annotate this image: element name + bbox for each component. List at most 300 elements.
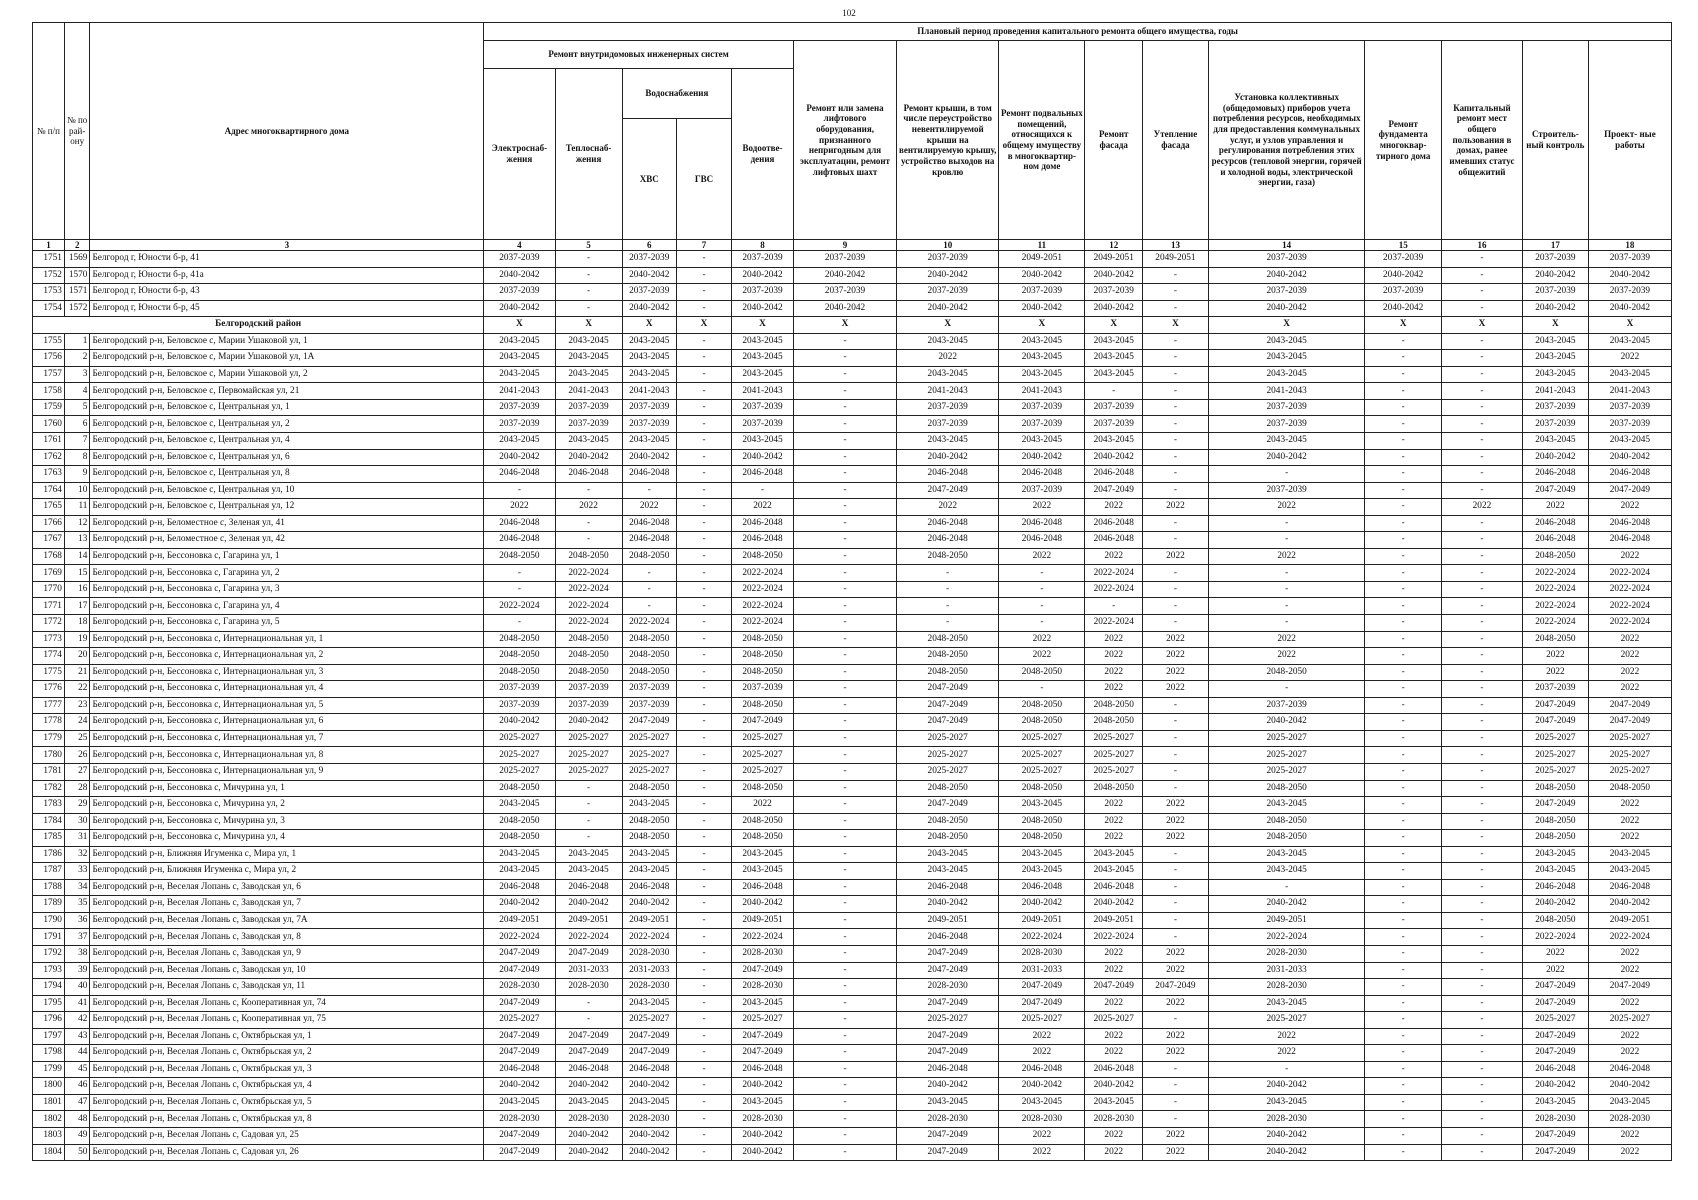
row-number: 1791 bbox=[33, 929, 65, 946]
period-cell: 2037-2039 bbox=[897, 399, 999, 416]
row-number: 1776 bbox=[33, 681, 65, 698]
district-number: 31 bbox=[64, 830, 90, 847]
district-number: 27 bbox=[64, 763, 90, 780]
period-cell: - bbox=[1442, 581, 1523, 598]
period-cell: 2025-2027 bbox=[897, 747, 999, 764]
table-row bbox=[33, 1061, 1672, 1078]
period-cell: 2022 bbox=[1522, 499, 1588, 516]
row-number: 1772 bbox=[33, 615, 65, 632]
section-mark: Х bbox=[1442, 317, 1523, 334]
row-number: 1763 bbox=[33, 466, 65, 483]
address-cell: Белгородский р-н, Веселая Лопань с, Октябрьская ул, 5 bbox=[90, 1094, 484, 1111]
period-cell: - bbox=[1442, 780, 1523, 797]
period-cell: 2037-2039 bbox=[555, 399, 622, 416]
period-cell: 2047-2049 bbox=[732, 1045, 794, 1062]
period-cell: 2047-2049 bbox=[1522, 1045, 1588, 1062]
district-number: 32 bbox=[64, 846, 90, 863]
period-cell: 2040-2042 bbox=[555, 449, 622, 466]
district-number: 18 bbox=[64, 615, 90, 632]
col-header-engineering: Ремонт внутридомовых инженерных систем bbox=[484, 41, 794, 69]
period-cell: 2047-2049 bbox=[1522, 1028, 1588, 1045]
district-number: 43 bbox=[64, 1028, 90, 1045]
period-cell: 2040-2042 bbox=[732, 1078, 794, 1095]
period-cell: - bbox=[676, 1078, 731, 1095]
period-cell: - bbox=[793, 714, 896, 731]
period-cell: 2022 bbox=[1142, 945, 1208, 962]
period-cell: 2040-2042 bbox=[555, 1127, 622, 1144]
period-cell: 2047-2049 bbox=[1085, 482, 1142, 499]
address-cell: Белгородский р-н, Веселая Лопань с, Заводская ул, 7 bbox=[90, 896, 484, 913]
row-number: 1800 bbox=[33, 1078, 65, 1095]
period-cell: 2022 bbox=[1142, 1028, 1208, 1045]
table-row bbox=[33, 366, 1672, 383]
period-cell: 2046-2048 bbox=[897, 515, 999, 532]
period-cell: 2048-2050 bbox=[732, 813, 794, 830]
period-cell: 2043-2045 bbox=[555, 366, 622, 383]
district-number: 23 bbox=[64, 697, 90, 714]
period-cell: 2037-2039 bbox=[1208, 416, 1364, 433]
column-number: 14 bbox=[1208, 240, 1364, 251]
period-cell: 2022-2024 bbox=[1522, 581, 1588, 598]
period-cell: - bbox=[1365, 846, 1442, 863]
period-cell: - bbox=[1365, 1078, 1442, 1095]
period-cell: 2043-2045 bbox=[1522, 350, 1588, 367]
period-cell: - bbox=[793, 598, 896, 615]
period-cell: 2046-2048 bbox=[999, 1061, 1085, 1078]
row-number: 1793 bbox=[33, 962, 65, 979]
period-cell: 2025-2027 bbox=[1085, 763, 1142, 780]
period-cell: 2037-2039 bbox=[732, 284, 794, 301]
period-cell: 2025-2027 bbox=[1522, 1012, 1588, 1029]
period-cell: 2022-2024 bbox=[622, 615, 676, 632]
period-cell: - bbox=[1442, 979, 1523, 996]
period-cell: 2037-2039 bbox=[897, 284, 999, 301]
period-cell: 2046-2048 bbox=[484, 1061, 555, 1078]
period-cell: 2037-2039 bbox=[999, 284, 1085, 301]
period-cell: 2048-2050 bbox=[999, 697, 1085, 714]
period-cell: 2043-2045 bbox=[1522, 433, 1588, 450]
period-cell: 2022 bbox=[1588, 1045, 1671, 1062]
period-cell: 2022-2024 bbox=[555, 929, 622, 946]
period-cell: 2031-2033 bbox=[999, 962, 1085, 979]
period-cell: 2043-2045 bbox=[1208, 366, 1364, 383]
period-cell: 2037-2039 bbox=[999, 482, 1085, 499]
period-cell: - bbox=[1142, 532, 1208, 549]
period-cell: 2022 bbox=[1085, 681, 1142, 698]
district-number: 41 bbox=[64, 995, 90, 1012]
period-cell: 2025-2027 bbox=[732, 1012, 794, 1029]
period-cell: 2040-2042 bbox=[1365, 300, 1442, 317]
period-cell: 2022-2024 bbox=[999, 929, 1085, 946]
period-cell: 2047-2049 bbox=[897, 797, 999, 814]
period-cell: 2022 bbox=[897, 499, 999, 516]
period-cell: 2022 bbox=[1085, 1028, 1142, 1045]
period-cell: - bbox=[1442, 333, 1523, 350]
period-cell: - bbox=[484, 482, 555, 499]
district-number: 30 bbox=[64, 813, 90, 830]
period-cell: 2037-2039 bbox=[1522, 399, 1588, 416]
table-row bbox=[33, 449, 1672, 466]
period-cell: - bbox=[1442, 912, 1523, 929]
period-cell: 2043-2045 bbox=[622, 350, 676, 367]
period-cell: - bbox=[897, 598, 999, 615]
period-cell: - bbox=[1142, 1111, 1208, 1128]
period-cell: - bbox=[999, 565, 1085, 582]
table-row bbox=[33, 995, 1672, 1012]
period-cell: 2022 bbox=[1085, 995, 1142, 1012]
address-cell: Белгородский р-н, Веселая Лопань с, Заводская ул, 9 bbox=[90, 945, 484, 962]
row-number: 1789 bbox=[33, 896, 65, 913]
period-cell: 2048-2050 bbox=[732, 548, 794, 565]
period-cell: - bbox=[793, 681, 896, 698]
period-cell: 2040-2042 bbox=[732, 449, 794, 466]
period-cell: 2037-2039 bbox=[622, 399, 676, 416]
period-cell: 2028-2030 bbox=[897, 979, 999, 996]
period-cell: 2043-2045 bbox=[484, 433, 555, 450]
period-cell: 2037-2039 bbox=[1085, 284, 1142, 301]
period-cell: 2037-2039 bbox=[1208, 697, 1364, 714]
district-number: 28 bbox=[64, 780, 90, 797]
period-cell: 2047-2049 bbox=[897, 1045, 999, 1062]
period-cell: 2025-2027 bbox=[1208, 1012, 1364, 1029]
period-cell: 2022 bbox=[555, 499, 622, 516]
period-cell: 2048-2050 bbox=[732, 631, 794, 648]
period-cell: 2048-2050 bbox=[897, 813, 999, 830]
period-cell: 2043-2045 bbox=[1208, 863, 1364, 880]
period-cell: 2048-2050 bbox=[1522, 780, 1588, 797]
period-cell: 2046-2048 bbox=[1522, 515, 1588, 532]
period-cell: - bbox=[1365, 565, 1442, 582]
period-cell: 2043-2045 bbox=[1588, 1094, 1671, 1111]
address-cell: Белгородский р-н, Беловское с, Центральная ул, 2 bbox=[90, 416, 484, 433]
period-cell: 2043-2045 bbox=[555, 1094, 622, 1111]
table-row bbox=[33, 1012, 1672, 1029]
period-cell: - bbox=[1442, 300, 1523, 317]
period-cell: - bbox=[1142, 1012, 1208, 1029]
period-cell: 2040-2042 bbox=[1208, 714, 1364, 731]
period-cell: 2046-2048 bbox=[1085, 532, 1142, 549]
period-cell: - bbox=[1442, 532, 1523, 549]
period-cell: 2028-2030 bbox=[1208, 945, 1364, 962]
period-cell: 2043-2045 bbox=[484, 863, 555, 880]
table-row bbox=[33, 730, 1672, 747]
period-cell: - bbox=[793, 763, 896, 780]
table-row bbox=[33, 598, 1672, 615]
period-cell: 2037-2039 bbox=[1208, 482, 1364, 499]
period-cell: 2049-2051 bbox=[999, 912, 1085, 929]
table-row bbox=[33, 863, 1672, 880]
period-cell: 2046-2048 bbox=[484, 532, 555, 549]
table-row bbox=[33, 747, 1672, 764]
period-cell: 2043-2045 bbox=[732, 433, 794, 450]
period-cell: 2025-2027 bbox=[622, 763, 676, 780]
period-cell: 2040-2042 bbox=[1208, 896, 1364, 913]
period-cell: - bbox=[676, 763, 731, 780]
period-cell: 2040-2042 bbox=[1522, 267, 1588, 284]
period-cell: 2028-2030 bbox=[1208, 1111, 1364, 1128]
period-cell: 2048-2050 bbox=[1208, 830, 1364, 847]
period-cell: 2047-2049 bbox=[732, 714, 794, 731]
period-cell: - bbox=[555, 813, 622, 830]
period-cell: 2041-2043 bbox=[555, 383, 622, 400]
period-cell: 2025-2027 bbox=[1588, 747, 1671, 764]
period-cell: - bbox=[676, 515, 731, 532]
district-number: 20 bbox=[64, 648, 90, 665]
period-cell: - bbox=[555, 780, 622, 797]
period-cell: 2040-2042 bbox=[1208, 1127, 1364, 1144]
period-cell: 2040-2042 bbox=[622, 1127, 676, 1144]
table-row bbox=[33, 648, 1672, 665]
period-cell: 2043-2045 bbox=[622, 863, 676, 880]
period-cell: 2022 bbox=[1085, 797, 1142, 814]
period-cell: - bbox=[793, 929, 896, 946]
period-cell: - bbox=[1365, 813, 1442, 830]
section-mark: Х bbox=[1522, 317, 1588, 334]
period-cell: 2046-2048 bbox=[1588, 532, 1671, 549]
period-cell: 2043-2045 bbox=[897, 433, 999, 450]
row-number: 1786 bbox=[33, 846, 65, 863]
period-cell: 2041-2043 bbox=[1208, 383, 1364, 400]
period-cell: 2046-2048 bbox=[732, 1061, 794, 1078]
row-number: 1802 bbox=[33, 1111, 65, 1128]
period-cell: 2025-2027 bbox=[622, 730, 676, 747]
row-number: 1784 bbox=[33, 813, 65, 830]
table-row bbox=[33, 979, 1672, 996]
col-header-electricity: Электроснаб- жения bbox=[484, 69, 555, 240]
row-number: 1756 bbox=[33, 350, 65, 367]
period-cell: 2048-2050 bbox=[555, 631, 622, 648]
period-cell: 2037-2039 bbox=[1588, 251, 1671, 268]
period-cell: 2037-2039 bbox=[999, 399, 1085, 416]
district-number: 21 bbox=[64, 664, 90, 681]
period-cell: - bbox=[1365, 730, 1442, 747]
period-cell: - bbox=[1442, 416, 1523, 433]
period-cell: 2022 bbox=[1208, 631, 1364, 648]
period-cell: 2022 bbox=[1588, 681, 1671, 698]
period-cell: - bbox=[1365, 648, 1442, 665]
period-cell: - bbox=[1365, 714, 1442, 731]
period-cell: - bbox=[793, 995, 896, 1012]
period-cell: - bbox=[676, 1028, 731, 1045]
table-row bbox=[33, 383, 1672, 400]
district-number: 24 bbox=[64, 714, 90, 731]
address-cell: Белгородский р-н, Беловское с, Марии Ушаковой ул, 2 bbox=[90, 366, 484, 383]
period-cell: - bbox=[676, 1045, 731, 1062]
period-cell: - bbox=[676, 350, 731, 367]
column-number-row bbox=[33, 240, 1672, 251]
period-cell: 2037-2039 bbox=[1365, 251, 1442, 268]
address-cell: Белгородский р-н, Ближняя Игуменка с, Мира ул, 1 bbox=[90, 846, 484, 863]
period-cell: 2046-2048 bbox=[1085, 466, 1142, 483]
period-cell: - bbox=[1442, 1127, 1523, 1144]
period-cell: 2025-2027 bbox=[622, 1012, 676, 1029]
table-header bbox=[33, 23, 1672, 251]
table-row bbox=[33, 1127, 1672, 1144]
period-cell: 2040-2042 bbox=[1522, 1078, 1588, 1095]
period-cell: - bbox=[1442, 251, 1523, 268]
row-number: 1783 bbox=[33, 797, 65, 814]
period-cell: 2022 bbox=[1588, 1028, 1671, 1045]
period-cell: - bbox=[1142, 565, 1208, 582]
period-cell: 2037-2039 bbox=[1208, 251, 1364, 268]
period-cell: 2028-2030 bbox=[732, 1111, 794, 1128]
period-cell: 2022 bbox=[1588, 995, 1671, 1012]
period-cell: 2047-2049 bbox=[484, 945, 555, 962]
address-cell: Белгород г, Юности б-р, 41а bbox=[90, 267, 484, 284]
period-cell: - bbox=[676, 896, 731, 913]
section-mark: Х bbox=[897, 317, 999, 334]
period-cell: - bbox=[1442, 830, 1523, 847]
period-cell: - bbox=[1442, 863, 1523, 880]
period-cell: 2022 bbox=[1085, 830, 1142, 847]
period-cell: 2048-2050 bbox=[999, 830, 1085, 847]
period-cell: 2022 bbox=[1085, 945, 1142, 962]
period-cell: - bbox=[1442, 598, 1523, 615]
period-cell: 2022 bbox=[999, 548, 1085, 565]
period-cell: 2025-2027 bbox=[732, 730, 794, 747]
period-cell: 2022 bbox=[1142, 548, 1208, 565]
col-header-facade: Ремонт фасада bbox=[1085, 41, 1142, 240]
period-cell: 2022 bbox=[1588, 1127, 1671, 1144]
period-cell: - bbox=[793, 631, 896, 648]
period-cell: 2040-2042 bbox=[555, 1144, 622, 1161]
district-number: 25 bbox=[64, 730, 90, 747]
period-cell: - bbox=[1442, 350, 1523, 367]
period-cell: 2028-2030 bbox=[897, 1111, 999, 1128]
period-cell: 2028-2030 bbox=[1208, 979, 1364, 996]
period-cell: 2040-2042 bbox=[999, 267, 1085, 284]
period-cell: 2022 bbox=[1085, 1127, 1142, 1144]
period-cell: - bbox=[1365, 863, 1442, 880]
address-cell: Белгородский р-н, Веселая Лопань с, Октябрьская ул, 3 bbox=[90, 1061, 484, 1078]
period-cell: 2037-2039 bbox=[1522, 681, 1588, 698]
district-number: 1 bbox=[64, 333, 90, 350]
period-cell: 2025-2027 bbox=[1588, 1012, 1671, 1029]
period-cell: - bbox=[897, 565, 999, 582]
period-cell: 2041-2043 bbox=[1522, 383, 1588, 400]
period-cell: 2043-2045 bbox=[897, 366, 999, 383]
period-cell: 2043-2045 bbox=[1588, 863, 1671, 880]
period-cell: - bbox=[622, 565, 676, 582]
section-row bbox=[33, 317, 1672, 334]
period-cell: 2043-2045 bbox=[1588, 433, 1671, 450]
period-cell: - bbox=[1442, 1094, 1523, 1111]
period-cell: 2031-2033 bbox=[1208, 962, 1364, 979]
period-cell: 2043-2045 bbox=[1522, 1094, 1588, 1111]
period-cell: - bbox=[1208, 615, 1364, 632]
row-number: 1774 bbox=[33, 648, 65, 665]
row-number: 1759 bbox=[33, 399, 65, 416]
period-cell: 2022 bbox=[1085, 648, 1142, 665]
period-cell: 2043-2045 bbox=[1085, 333, 1142, 350]
row-number: 1760 bbox=[33, 416, 65, 433]
period-cell: 2022 bbox=[1522, 664, 1588, 681]
period-cell: - bbox=[1365, 466, 1442, 483]
period-cell: 2048-2050 bbox=[484, 648, 555, 665]
period-cell: 2022-2024 bbox=[555, 615, 622, 632]
period-cell: 2040-2042 bbox=[793, 300, 896, 317]
period-cell: 2040-2042 bbox=[1588, 300, 1671, 317]
period-cell: - bbox=[622, 598, 676, 615]
row-number: 1755 bbox=[33, 333, 65, 350]
row-number: 1770 bbox=[33, 581, 65, 598]
period-cell: - bbox=[1442, 846, 1523, 863]
period-cell: - bbox=[1365, 449, 1442, 466]
district-number: 22 bbox=[64, 681, 90, 698]
table-row bbox=[33, 433, 1672, 450]
period-cell: 2037-2039 bbox=[732, 681, 794, 698]
period-cell: 2043-2045 bbox=[999, 863, 1085, 880]
table-row bbox=[33, 763, 1672, 780]
period-cell: 2048-2050 bbox=[484, 830, 555, 847]
period-cell: 2048-2050 bbox=[484, 780, 555, 797]
address-cell: Белгород г, Юности б-р, 41 bbox=[90, 251, 484, 268]
address-cell: Белгородский р-н, Бессоновка с, Интернациональная ул, 7 bbox=[90, 730, 484, 747]
period-cell: - bbox=[622, 482, 676, 499]
row-number: 1781 bbox=[33, 763, 65, 780]
address-cell: Белгородский р-н, Бессоновка с, Гагарина ул, 2 bbox=[90, 565, 484, 582]
period-cell: 2037-2039 bbox=[732, 399, 794, 416]
period-cell: - bbox=[793, 664, 896, 681]
period-cell: - bbox=[793, 648, 896, 665]
period-cell: 2022 bbox=[1085, 548, 1142, 565]
period-cell: 2022-2024 bbox=[1085, 929, 1142, 946]
period-cell: 2047-2049 bbox=[1522, 714, 1588, 731]
table-row bbox=[33, 896, 1672, 913]
period-cell: 2022-2024 bbox=[1588, 615, 1671, 632]
period-cell: 2048-2050 bbox=[1085, 780, 1142, 797]
period-cell: 2048-2050 bbox=[622, 813, 676, 830]
table-row bbox=[33, 499, 1672, 516]
period-cell: 2046-2048 bbox=[484, 466, 555, 483]
table-row bbox=[33, 813, 1672, 830]
period-cell: - bbox=[1365, 433, 1442, 450]
period-cell: 2037-2039 bbox=[793, 251, 896, 268]
col-header-dormitory: Капитальный ремонт мест общего пользования в домах, ранее имевших статус общежитий bbox=[1442, 41, 1523, 240]
period-cell: 2022 bbox=[1085, 664, 1142, 681]
period-cell: - bbox=[1142, 581, 1208, 598]
period-cell: - bbox=[676, 416, 731, 433]
period-cell: - bbox=[676, 664, 731, 681]
address-cell: Белгородский р-н, Бессоновка с, Интернациональная ул, 3 bbox=[90, 664, 484, 681]
row-number: 1752 bbox=[33, 267, 65, 284]
period-cell: 2047-2049 bbox=[1522, 697, 1588, 714]
period-cell: - bbox=[1442, 383, 1523, 400]
column-number: 16 bbox=[1442, 240, 1523, 251]
period-cell: - bbox=[1142, 350, 1208, 367]
row-number: 1795 bbox=[33, 995, 65, 1012]
row-number: 1777 bbox=[33, 697, 65, 714]
period-cell: 2041-2043 bbox=[622, 383, 676, 400]
period-cell: 2043-2045 bbox=[999, 797, 1085, 814]
period-cell: 2043-2045 bbox=[1588, 333, 1671, 350]
period-cell: - bbox=[793, 879, 896, 896]
period-cell: 2048-2050 bbox=[897, 548, 999, 565]
district-number: 1572 bbox=[64, 300, 90, 317]
address-cell: Белгородский р-н, Бессоновка с, Интернациональная ул, 2 bbox=[90, 648, 484, 665]
period-cell: 2043-2045 bbox=[1208, 1094, 1364, 1111]
period-cell: 2048-2050 bbox=[1522, 830, 1588, 847]
period-cell: 2025-2027 bbox=[1522, 730, 1588, 747]
period-cell: - bbox=[1365, 366, 1442, 383]
period-cell: 2043-2045 bbox=[732, 863, 794, 880]
address-cell: Белгородский р-н, Бессоновка с, Интернациональная ул, 9 bbox=[90, 763, 484, 780]
period-cell: 2040-2042 bbox=[484, 1078, 555, 1095]
period-cell: - bbox=[793, 1045, 896, 1062]
period-cell: - bbox=[793, 697, 896, 714]
period-cell: 2040-2042 bbox=[793, 267, 896, 284]
period-cell: 2022-2024 bbox=[1588, 565, 1671, 582]
